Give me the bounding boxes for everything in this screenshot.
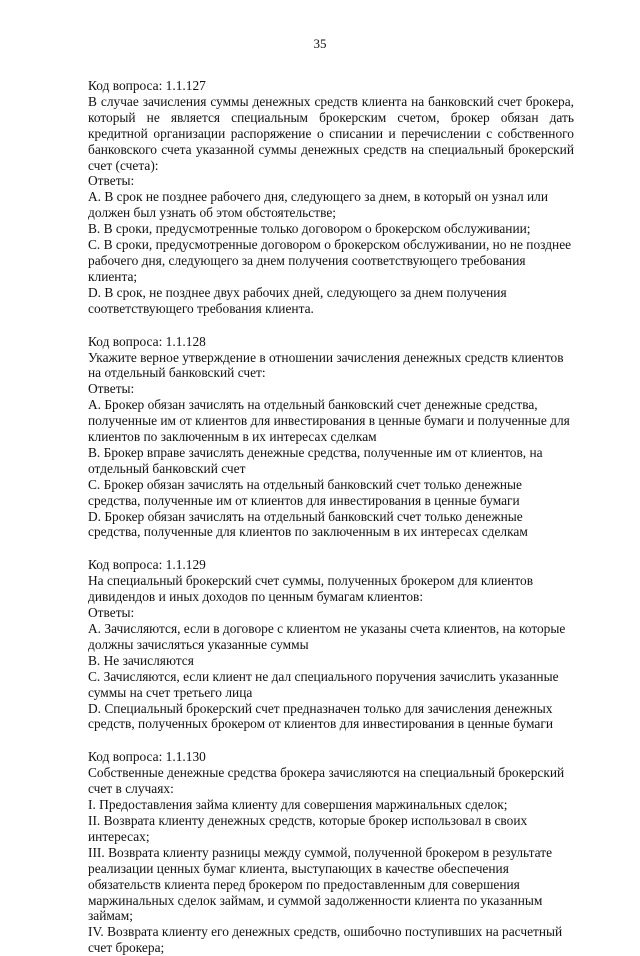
- answer-b: B. Брокер вправе зачислять денежные средства, полученные им от клиентов, на отдельный банковский счет: [88, 444, 543, 476]
- answer-a: A. Зачисляются, если в договоре с клиентом не указаны счета клиентов, на которые должны зачисляться указанные суммы: [88, 621, 566, 652]
- question-1-1-127: [88, 78, 574, 317]
- answers-label: Ответы:: [88, 173, 135, 189]
- answer-b: B. В сроки, предусмотренные только договором о брокерском обслуживании;: [88, 221, 531, 237]
- answers-label: Ответы:: [88, 605, 135, 621]
- answer-a: A. Брокер обязан зачислять на отдельный банковский счет денежные средства, полученные им от клиентов для инвестирования в ценные бумаги и полученные для клиентов по заключенным в их интересах сделкам: [88, 397, 570, 445]
- question-text: В случае зачисления суммы денежных средств клиента на банковский счет брокера, который не является специальным брокерским счетом, брокер обязан дать кредитной организации распоряжение о списании и перечислении с собственного банковского счета указанной суммы денежных средств на специальный брокерский счет (счета):: [88, 93, 574, 173]
- answer-c: C. В сроки, предусмотренные договором о брокерском обслуживании, но не позднее рабочего дня, следующего за днем получения соответствующего требования клиента;: [88, 237, 572, 284]
- question-code: Код вопроса: 1.1.129: [88, 557, 206, 573]
- answer-c: C. Брокер обязан зачислять на отдельный банковский счет только денежные средства, полученные им от клиентов для инвестирования в ценные бумаги: [88, 476, 522, 508]
- case-iii: III. Возврата клиенту разницы между суммой, полученной брокером в результате реализации ценных бумаг клиента, выступающих в качестве обеспечения обязательств клиента перед брокером по предоставленным для совершения маржинальных сделок займам, и суммой задолженности клиента по указанным займам;: [88, 844, 553, 924]
- answer-c: C. Зачисляются, если клиент не дал специального поручения зачислить указанные суммы на счет третьего лица: [88, 668, 559, 700]
- answer-d: D. Брокер обязан зачислять на отдельный банковский счет только денежные средства, полученные для клиентов по заключенным в их интересах сделкам: [88, 508, 528, 540]
- question-code: Код вопроса: 1.1.128: [88, 333, 206, 349]
- question-1-1-130: [88, 749, 574, 956]
- answer-a: A. В срок не позднее рабочего дня, следующего за днем, в который он узнал или должен был узнать об этом обстоятельстве;: [88, 189, 549, 221]
- question-code: Код вопроса: 1.1.130: [88, 749, 206, 765]
- case-iv: IV. Возврата клиенту его денежных средств, ошибочно поступивших на расчетный счет брокера;: [88, 924, 563, 956]
- question-1-1-128: [88, 334, 574, 541]
- case-ii: II. Возврата клиенту денежных средств, которые брокер использовал в своих интересах;: [88, 812, 528, 844]
- answer-d: D. В срок, не позднее двух рабочих дней, следующего за днем получения соответствующего требования клиента.: [88, 284, 507, 316]
- answers-label: Ответы:: [88, 381, 135, 397]
- document-body: [88, 78, 574, 956]
- page-number: 35: [313, 36, 327, 51]
- question-code: Код вопроса: 1.1.127: [88, 78, 206, 93]
- answer-d: D. Специальный брокерский счет предназначен только для зачисления денежных средств, полученных брокером от клиентов для инвестирования в ценные бумаги: [88, 700, 553, 732]
- question-1-1-129: [88, 557, 574, 732]
- answer-b: B. Не зачисляются: [88, 652, 194, 668]
- case-i: I. Предоставления займа клиенту для совершения маржинальных сделок;: [88, 797, 508, 813]
- question-text: Собственные денежные средства брокера зачисляются на специальный брокерский счет в случаях:: [88, 765, 565, 797]
- question-text: Укажите верное утверждение в отношении зачисления денежных средств клиентов на отдельный банковский счет:: [88, 349, 564, 381]
- question-text: На специальный брокерский счет суммы, полученных брокером для клиентов дивидендов и иных доходов по ценным бумагам клиентов:: [88, 573, 534, 605]
